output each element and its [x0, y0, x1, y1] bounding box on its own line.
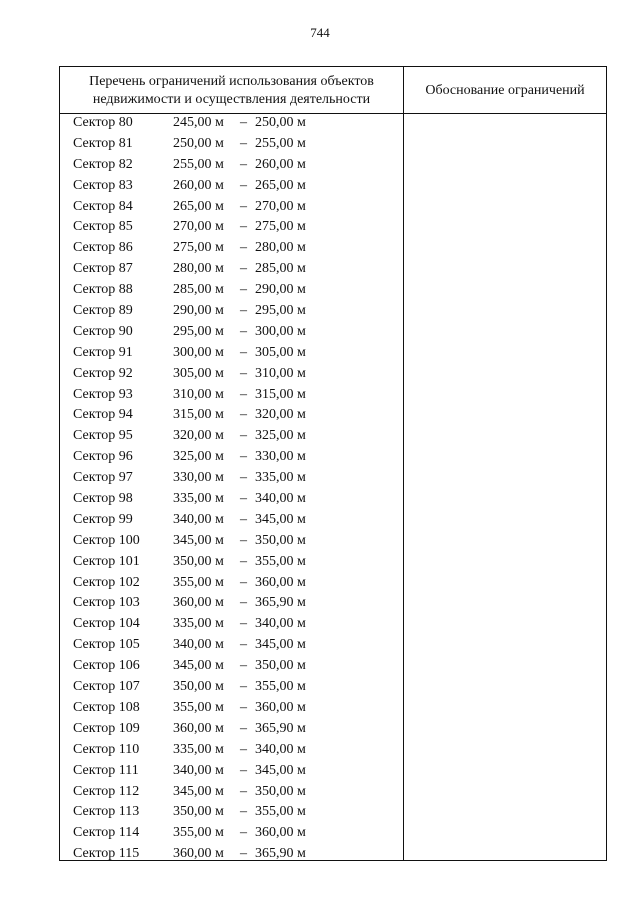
table-row: [60, 593, 403, 614]
restrictions-table: [59, 66, 607, 861]
sector-name: Сектор 114: [73, 825, 140, 841]
range-dash: –: [240, 762, 247, 778]
table-row: [60, 740, 403, 761]
table-row: [60, 197, 403, 218]
range-dash: –: [240, 804, 247, 820]
table-row: [60, 301, 403, 322]
table-row: [60, 761, 403, 782]
sector-name: Сектор 89: [73, 303, 133, 319]
range-to: 325,00 м: [255, 428, 306, 444]
range-from: 355,00 м: [173, 699, 224, 715]
range-to: 305,00 м: [255, 344, 306, 360]
range-dash: –: [240, 470, 247, 486]
sector-name: Сектор 102: [73, 574, 140, 590]
range-from: 260,00 м: [173, 177, 224, 193]
range-dash: –: [240, 658, 247, 674]
range-from: 350,00 м: [173, 553, 224, 569]
table-row: [60, 698, 403, 719]
table-row: [60, 217, 403, 238]
range-to: 355,00 м: [255, 553, 306, 569]
range-from: 305,00 м: [173, 365, 224, 381]
table-row: [60, 426, 403, 447]
sector-name: Сектор 85: [73, 219, 133, 235]
range-from: 325,00 м: [173, 449, 224, 465]
range-dash: –: [240, 240, 247, 256]
table-row: [60, 343, 403, 364]
range-to: 265,00 м: [255, 177, 306, 193]
range-from: 345,00 м: [173, 658, 224, 674]
table-row: [60, 614, 403, 635]
table-row: [60, 510, 403, 531]
range-from: 310,00 м: [173, 386, 224, 402]
table-row: [60, 155, 403, 176]
range-from: 355,00 м: [173, 825, 224, 841]
range-from: 335,00 м: [173, 616, 224, 632]
range-from: 275,00 м: [173, 240, 224, 256]
range-dash: –: [240, 637, 247, 653]
sector-name: Сектор 100: [73, 532, 140, 548]
sector-name: Сектор 92: [73, 365, 133, 381]
sector-name: Сектор 106: [73, 658, 140, 674]
range-from: 350,00 м: [173, 679, 224, 695]
range-from: 245,00 м: [173, 115, 224, 130]
sector-name: Сектор 95: [73, 428, 133, 444]
sector-name: Сектор 94: [73, 407, 133, 423]
range-dash: –: [240, 449, 247, 465]
range-from: 290,00 м: [173, 303, 224, 319]
sector-name: Сектор 87: [73, 261, 133, 277]
range-from: 300,00 м: [173, 344, 224, 360]
sector-name: Сектор 98: [73, 491, 133, 507]
table-row: [60, 238, 403, 259]
range-from: 335,00 м: [173, 491, 224, 507]
range-dash: –: [240, 574, 247, 590]
range-from: 345,00 м: [173, 783, 224, 799]
range-to: 300,00 м: [255, 323, 306, 339]
range-to: 250,00 м: [255, 115, 306, 130]
range-to: 340,00 м: [255, 616, 306, 632]
range-dash: –: [240, 825, 247, 841]
range-dash: –: [240, 407, 247, 423]
sector-name: Сектор 113: [73, 804, 140, 820]
range-dash: –: [240, 344, 247, 360]
range-to: 330,00 м: [255, 449, 306, 465]
range-dash: –: [240, 595, 247, 611]
range-from: 360,00 м: [173, 720, 224, 736]
table-row: [60, 531, 403, 552]
range-dash: –: [240, 219, 247, 235]
range-to: 340,00 м: [255, 491, 306, 507]
range-to: 315,00 м: [255, 386, 306, 402]
sector-name: Сектор 81: [73, 135, 133, 151]
range-to: 275,00 м: [255, 219, 306, 235]
range-dash: –: [240, 616, 247, 632]
range-dash: –: [240, 699, 247, 715]
header-restrictions-list: Перечень ограничений использования объектов недвижимости и осуществления деятельности: [89, 74, 374, 107]
table-row: [60, 364, 403, 385]
sector-name: Сектор 101: [73, 553, 140, 569]
range-from: 285,00 м: [173, 282, 224, 298]
range-dash: –: [240, 511, 247, 527]
range-to: 345,00 м: [255, 637, 306, 653]
range-to: 290,00 м: [255, 282, 306, 298]
page-number: 744: [310, 25, 330, 40]
table-row: [60, 635, 403, 656]
sector-name: Сектор 110: [73, 741, 140, 757]
range-from: 340,00 м: [173, 637, 224, 653]
table-row: [60, 385, 403, 406]
range-dash: –: [240, 720, 247, 736]
column-divider: [403, 67, 404, 860]
table-row: [60, 677, 403, 698]
range-from: 355,00 м: [173, 574, 224, 590]
range-dash: –: [240, 177, 247, 193]
range-from: 340,00 м: [173, 762, 224, 778]
range-from: 345,00 м: [173, 532, 224, 548]
range-to: 310,00 м: [255, 365, 306, 381]
range-dash: –: [240, 846, 247, 862]
range-to: 335,00 м: [255, 470, 306, 486]
table-body: [60, 113, 403, 865]
range-to: 270,00 м: [255, 198, 306, 214]
table-row: [60, 782, 403, 803]
sector-name: Сектор 90: [73, 323, 133, 339]
range-to: 320,00 м: [255, 407, 306, 423]
range-dash: –: [240, 282, 247, 298]
range-to: 360,00 м: [255, 825, 306, 841]
range-from: 280,00 м: [173, 261, 224, 277]
sector-name: Сектор 99: [73, 511, 133, 527]
table-row: [60, 113, 403, 134]
table-row: [60, 844, 403, 865]
range-to: 360,00 м: [255, 699, 306, 715]
sector-name: Сектор 103: [73, 595, 140, 611]
range-to: 350,00 м: [255, 658, 306, 674]
range-to: 280,00 м: [255, 240, 306, 256]
range-to: 365,90 м: [255, 846, 306, 862]
range-from: 320,00 м: [173, 428, 224, 444]
range-dash: –: [240, 261, 247, 277]
table-row: [60, 489, 403, 510]
range-dash: –: [240, 428, 247, 444]
range-to: 345,00 м: [255, 511, 306, 527]
range-to: 355,00 м: [255, 679, 306, 695]
range-dash: –: [240, 198, 247, 214]
range-from: 330,00 м: [173, 470, 224, 486]
range-to: 350,00 м: [255, 532, 306, 548]
sector-name: Сектор 115: [73, 846, 140, 862]
range-to: 365,90 м: [255, 595, 306, 611]
table-row: [60, 468, 403, 489]
range-to: 365,90 м: [255, 720, 306, 736]
range-to: 255,00 м: [255, 135, 306, 151]
range-to: 295,00 м: [255, 303, 306, 319]
range-to: 260,00 м: [255, 156, 306, 172]
range-from: 340,00 м: [173, 511, 224, 527]
range-from: 335,00 м: [173, 741, 224, 757]
sector-name: Сектор 86: [73, 240, 133, 256]
sector-name: Сектор 108: [73, 699, 140, 715]
sector-name: Сектор 96: [73, 449, 133, 465]
sector-name: Сектор 109: [73, 720, 140, 736]
range-dash: –: [240, 741, 247, 757]
table-row: [60, 405, 403, 426]
range-dash: –: [240, 365, 247, 381]
range-to: 360,00 м: [255, 574, 306, 590]
range-dash: –: [240, 135, 247, 151]
table-row: [60, 176, 403, 197]
range-dash: –: [240, 303, 247, 319]
sector-name: Сектор 105: [73, 637, 140, 653]
range-from: 295,00 м: [173, 323, 224, 339]
range-from: 350,00 м: [173, 804, 224, 820]
range-dash: –: [240, 323, 247, 339]
sector-name: Сектор 93: [73, 386, 133, 402]
sector-name: Сектор 91: [73, 344, 133, 360]
sector-name: Сектор 82: [73, 156, 133, 172]
sector-name: Сектор 104: [73, 616, 140, 632]
table-row: [60, 259, 403, 280]
sector-name: Сектор 97: [73, 470, 133, 486]
table-row: [60, 656, 403, 677]
range-dash: –: [240, 532, 247, 548]
range-from: 315,00 м: [173, 407, 224, 423]
table-row: [60, 134, 403, 155]
sector-name: Сектор 83: [73, 177, 133, 193]
range-dash: –: [240, 156, 247, 172]
range-from: 270,00 м: [173, 219, 224, 235]
range-to: 340,00 м: [255, 741, 306, 757]
range-to: 350,00 м: [255, 783, 306, 799]
range-dash: –: [240, 491, 247, 507]
range-dash: –: [240, 553, 247, 569]
range-from: 265,00 м: [173, 198, 224, 214]
sector-name: Сектор 111: [73, 762, 139, 778]
range-from: 255,00 м: [173, 156, 224, 172]
range-dash: –: [240, 386, 247, 402]
table-row: [60, 552, 403, 573]
sector-name: Сектор 88: [73, 282, 133, 298]
range-dash: –: [240, 679, 247, 695]
table-row: [60, 719, 403, 740]
range-from: 360,00 м: [173, 595, 224, 611]
table-row: [60, 802, 403, 823]
sector-name: Сектор 107: [73, 679, 140, 695]
range-from: 360,00 м: [173, 846, 224, 862]
sector-name: Сектор 84: [73, 198, 133, 214]
table-row: [60, 447, 403, 468]
range-to: 345,00 м: [255, 762, 306, 778]
range-dash: –: [240, 783, 247, 799]
header-justification: Обоснование ограничений: [425, 83, 585, 98]
range-dash: –: [240, 115, 247, 130]
table-row: [60, 573, 403, 594]
range-to: 355,00 м: [255, 804, 306, 820]
sector-name: Сектор 112: [73, 783, 140, 799]
table-row: [60, 823, 403, 844]
range-from: 250,00 м: [173, 135, 224, 151]
sector-name: Сектор 80: [73, 115, 133, 130]
range-to: 285,00 м: [255, 261, 306, 277]
table-row: [60, 322, 403, 343]
table-row: [60, 280, 403, 301]
